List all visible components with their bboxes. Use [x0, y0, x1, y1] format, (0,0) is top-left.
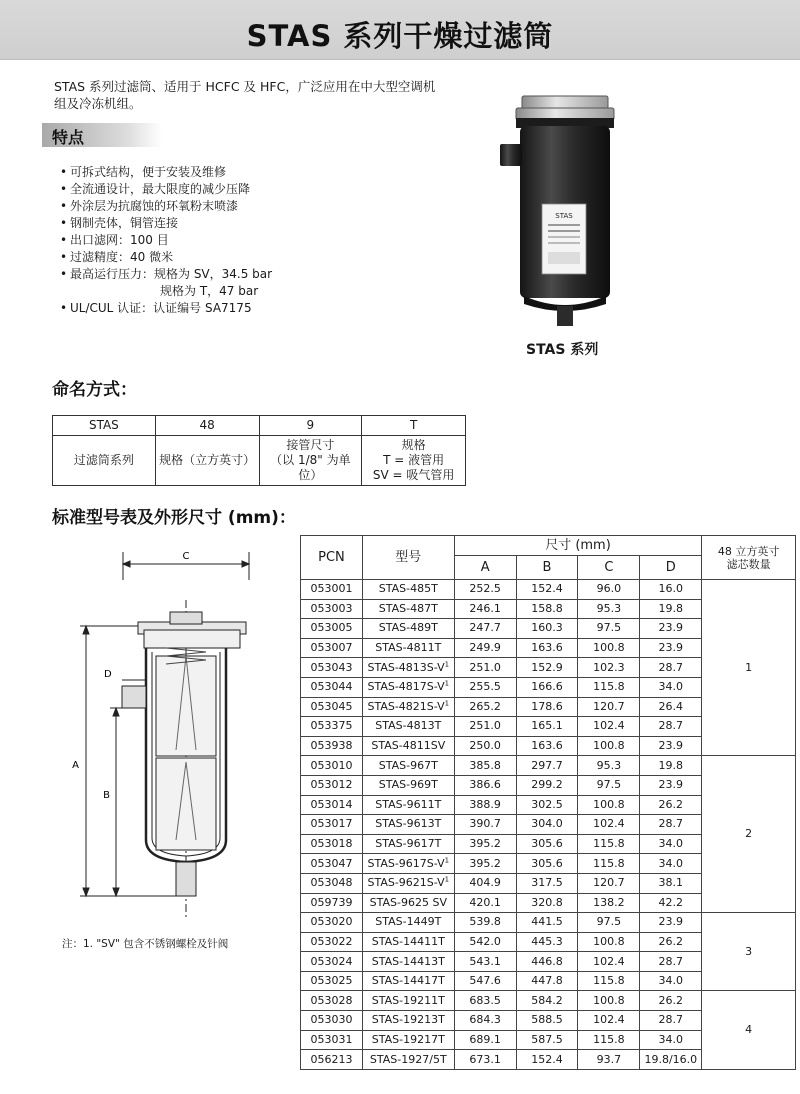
cell-d: 19.8/16.0 — [640, 1050, 702, 1070]
cell-core-count: 4 — [702, 991, 796, 1069]
naming-code-series: STAS — [53, 416, 156, 436]
cell-model: STAS-9617T — [362, 834, 454, 854]
cell-pcn: 059739 — [301, 893, 363, 913]
cell-c: 120.7 — [578, 697, 640, 717]
feature-item: • 全流通设计，最大限度的减少压降 — [60, 181, 272, 198]
footnote-marker: 1 — [444, 679, 450, 688]
naming-desc-type-line: T = 液管用 — [383, 453, 445, 467]
cell-b: 305.6 — [516, 834, 578, 854]
dimension-diagram — [60, 540, 280, 930]
cell-model: STAS-485T — [362, 580, 454, 600]
cell-c: 100.8 — [578, 991, 640, 1011]
cell-model: STAS-4811SV — [362, 736, 454, 756]
cell-c: 96.0 — [578, 580, 640, 600]
naming-code-size: 48 — [155, 416, 259, 436]
cell-c: 95.3 — [578, 756, 640, 776]
col-header-c: C — [578, 556, 640, 580]
page-title: STAS 系列干燥过滤筒 — [246, 19, 554, 53]
cell-d: 19.8 — [640, 756, 702, 776]
cell-model: STAS-9611T — [362, 795, 454, 815]
cell-d: 38.1 — [640, 873, 702, 893]
model-name: STAS-9617S-V — [367, 856, 445, 870]
cell-a: 543.1 — [454, 952, 516, 972]
cell-d: 23.9 — [640, 775, 702, 795]
cell-pcn: 053001 — [301, 580, 363, 600]
cell-b: 299.2 — [516, 775, 578, 795]
cell-b: 178.6 — [516, 697, 578, 717]
cell-pcn: 053938 — [301, 736, 363, 756]
cell-core-count: 2 — [702, 756, 796, 913]
cell-b: 584.2 — [516, 991, 578, 1011]
cell-b: 165.1 — [516, 717, 578, 737]
cell-c: 102.4 — [578, 815, 640, 835]
cell-model — [362, 658, 454, 678]
cell-pcn: 053028 — [301, 991, 363, 1011]
cell-pcn: 053044 — [301, 677, 363, 697]
cell-d: 34.0 — [640, 854, 702, 874]
cell-model: STAS-19213T — [362, 1011, 454, 1031]
cell-b: 446.8 — [516, 952, 578, 972]
cell-model — [362, 873, 454, 893]
cell-b: 304.0 — [516, 815, 578, 835]
footnote-marker: 1 — [444, 660, 450, 669]
footnote-marker: 1 — [444, 699, 450, 708]
cell-c: 115.8 — [578, 1030, 640, 1050]
table-row — [301, 991, 796, 1011]
table-row — [301, 756, 796, 776]
cell-a: 683.5 — [454, 991, 516, 1011]
cell-b: 441.5 — [516, 913, 578, 933]
feature-item: • 最高运行压力：规格为 SV，34.5 bar — [60, 266, 272, 283]
cell-model: STAS-14417T — [362, 971, 454, 991]
cell-c: 93.7 — [578, 1050, 640, 1070]
cell-pcn: 053048 — [301, 873, 363, 893]
cell-b: 317.5 — [516, 873, 578, 893]
cell-pcn: 053020 — [301, 913, 363, 933]
cell-pcn: 053025 — [301, 971, 363, 991]
cell-b: 163.6 — [516, 638, 578, 658]
cell-a: 689.1 — [454, 1030, 516, 1050]
model-name: STAS-4817S-V — [367, 680, 445, 694]
cell-pcn: 053007 — [301, 638, 363, 658]
cell-a: 265.2 — [454, 697, 516, 717]
cell-d: 26.2 — [640, 795, 702, 815]
cell-a: 385.8 — [454, 756, 516, 776]
cell-a: 395.2 — [454, 834, 516, 854]
cell-a: 251.0 — [454, 658, 516, 678]
cell-model: STAS-14411T — [362, 932, 454, 952]
model-name: STAS-4821S-V — [367, 699, 445, 713]
title-bar — [0, 0, 800, 60]
footnote-marker: 1 — [444, 875, 450, 884]
diagram-label-b: B — [103, 790, 110, 801]
table-row — [301, 580, 796, 600]
cell-a: 250.0 — [454, 736, 516, 756]
features-heading — [42, 123, 162, 147]
models-table-body — [301, 580, 796, 1070]
features-heading-text: 特点 — [52, 128, 85, 147]
cell-d: 28.7 — [640, 1011, 702, 1031]
cell-b: 152.4 — [516, 580, 578, 600]
naming-table — [52, 415, 466, 486]
cell-a: 247.7 — [454, 619, 516, 639]
intro-text: STAS 系列过滤筒、适用于 HCFC 及 HFC，广泛应用在中大型空调机组及冷冻机组。 — [54, 79, 436, 111]
col-header-cores — [702, 536, 796, 580]
model-name: STAS-9621S-V — [367, 876, 445, 890]
cell-d: 19.8 — [640, 599, 702, 619]
cell-a: 420.1 — [454, 893, 516, 913]
cell-d: 23.9 — [640, 638, 702, 658]
cell-model: STAS-1927/5T — [362, 1050, 454, 1070]
cell-model: STAS-967T — [362, 756, 454, 776]
footnote-marker: 1 — [444, 855, 450, 864]
cell-d: 42.2 — [640, 893, 702, 913]
cell-pcn: 056213 — [301, 1050, 363, 1070]
feature-item-continued: 规格为 T，47 bar — [160, 284, 259, 298]
naming-desc-conn — [259, 436, 362, 486]
model-name: STAS-4813S-V — [367, 660, 445, 674]
cell-a: 252.5 — [454, 580, 516, 600]
col-header-cores-line: 48 立方英寸 — [717, 544, 780, 558]
cell-c: 97.5 — [578, 913, 640, 933]
cell-core-count: 1 — [702, 580, 796, 756]
cell-c: 115.8 — [578, 834, 640, 854]
cell-c: 102.4 — [578, 717, 640, 737]
cell-pcn: 053017 — [301, 815, 363, 835]
diagram-label-d: D — [104, 669, 112, 680]
cell-d: 26.2 — [640, 932, 702, 952]
naming-desc-type-line: 规格 — [401, 438, 426, 452]
cell-a: 539.8 — [454, 913, 516, 933]
naming-code-conn: 9 — [259, 416, 362, 436]
cell-model: STAS-9625 SV — [362, 893, 454, 913]
cell-b: 160.3 — [516, 619, 578, 639]
cell-pcn: 053005 — [301, 619, 363, 639]
product-caption: STAS 系列 — [526, 342, 599, 358]
naming-code-type: T — [362, 416, 466, 436]
features-list — [60, 164, 272, 317]
cell-model — [362, 854, 454, 874]
cell-d: 34.0 — [640, 834, 702, 854]
naming-desc-conn-line: 接管尺寸 — [286, 438, 335, 452]
cell-model: STAS-19211T — [362, 991, 454, 1011]
cell-pcn: 053018 — [301, 834, 363, 854]
cell-a: 542.0 — [454, 932, 516, 952]
feature-item: • 外涂层为抗腐蚀的环氧粉末喷漆 — [60, 198, 272, 215]
naming-desc-conn-line: （以 1/8" 为单位） — [270, 453, 351, 482]
cell-model: STAS-4813T — [362, 717, 454, 737]
cell-b: 166.6 — [516, 677, 578, 697]
cell-a: 390.7 — [454, 815, 516, 835]
naming-desc-size: 规格（立方英寸） — [155, 436, 259, 486]
naming-desc-type — [362, 436, 466, 486]
cell-d: 28.7 — [640, 952, 702, 972]
col-header-a: A — [454, 556, 516, 580]
col-header-cores-line: 滤芯数量 — [726, 557, 771, 571]
cell-pcn: 053024 — [301, 952, 363, 972]
cell-d: 23.9 — [640, 736, 702, 756]
cell-d: 34.0 — [640, 677, 702, 697]
cell-model: STAS-969T — [362, 775, 454, 795]
cell-b: 163.6 — [516, 736, 578, 756]
col-header-dims: 尺寸 (mm) — [454, 536, 702, 556]
cell-a: 684.3 — [454, 1011, 516, 1031]
cell-a: 386.6 — [454, 775, 516, 795]
cell-c: 102.4 — [578, 952, 640, 972]
cell-pcn: 053043 — [301, 658, 363, 678]
cell-pcn: 053045 — [301, 697, 363, 717]
cell-pcn: 053010 — [301, 756, 363, 776]
footnote: 注：1. "SV" 包含不锈钢螺栓及针阀 — [62, 938, 229, 950]
naming-heading: 命名方式： — [52, 380, 137, 400]
cell-b: 297.7 — [516, 756, 578, 776]
cell-model: STAS-489T — [362, 619, 454, 639]
col-header-pcn: PCN — [301, 536, 363, 580]
feature-item: • UL/CUL 认证：认证编号 SA7175 — [60, 300, 272, 317]
cell-c: 100.8 — [578, 932, 640, 952]
product-label: STAS — [555, 212, 573, 220]
cell-d: 34.0 — [640, 1030, 702, 1050]
cell-pcn: 053003 — [301, 599, 363, 619]
cell-d: 26.4 — [640, 697, 702, 717]
cell-a: 395.2 — [454, 854, 516, 874]
cell-pcn: 053022 — [301, 932, 363, 952]
cell-c: 115.8 — [578, 677, 640, 697]
cell-d: 28.7 — [640, 717, 702, 737]
cell-c: 120.7 — [578, 873, 640, 893]
feature-item: • 可拆式结构，便于安装及维修 — [60, 164, 272, 181]
col-header-d: D — [640, 556, 702, 580]
cell-b: 320.8 — [516, 893, 578, 913]
naming-desc-series: 过滤筒系列 — [53, 436, 156, 486]
feature-item: • 出口滤网：100 目 — [60, 232, 272, 249]
cell-model: STAS-487T — [362, 599, 454, 619]
cell-c: 95.3 — [578, 599, 640, 619]
cell-c: 115.8 — [578, 854, 640, 874]
cell-a: 388.9 — [454, 795, 516, 815]
cell-a: 255.5 — [454, 677, 516, 697]
cell-b: 305.6 — [516, 854, 578, 874]
models-table — [300, 535, 796, 1070]
cell-pcn: 053031 — [301, 1030, 363, 1050]
cell-model: STAS-9613T — [362, 815, 454, 835]
feature-item: • 过滤精度：40 微米 — [60, 249, 272, 266]
models-heading: 标准型号表及外形尺寸 (mm)： — [52, 508, 296, 528]
cell-d: 23.9 — [640, 619, 702, 639]
diagram-label-c: C — [182, 551, 190, 562]
cell-d: 28.7 — [640, 658, 702, 678]
cell-a: 547.6 — [454, 971, 516, 991]
cell-model: STAS-4811T — [362, 638, 454, 658]
cell-d: 26.2 — [640, 991, 702, 1011]
cell-c: 100.8 — [578, 638, 640, 658]
product-image — [496, 92, 626, 330]
cell-b: 445.3 — [516, 932, 578, 952]
diagram-label-a: A — [72, 760, 79, 771]
cell-b: 152.4 — [516, 1050, 578, 1070]
naming-desc-type-line: SV = 吸气管用 — [372, 468, 455, 482]
cell-b: 587.5 — [516, 1030, 578, 1050]
cell-a: 249.9 — [454, 638, 516, 658]
cell-a: 404.9 — [454, 873, 516, 893]
cell-a: 673.1 — [454, 1050, 516, 1070]
cell-d: 34.0 — [640, 971, 702, 991]
cell-c: 102.3 — [578, 658, 640, 678]
cell-d: 28.7 — [640, 815, 702, 835]
feature-item: • 钢制壳体，铜管连接 — [60, 215, 272, 232]
cell-c: 100.8 — [578, 736, 640, 756]
cell-c: 138.2 — [578, 893, 640, 913]
cell-d: 16.0 — [640, 580, 702, 600]
cell-c: 97.5 — [578, 619, 640, 639]
cell-pcn: 053047 — [301, 854, 363, 874]
cell-c: 100.8 — [578, 795, 640, 815]
col-header-model: 型号 — [362, 536, 454, 580]
cell-b: 447.8 — [516, 971, 578, 991]
cell-c: 102.4 — [578, 1011, 640, 1031]
cell-b: 588.5 — [516, 1011, 578, 1031]
cell-pcn: 053012 — [301, 775, 363, 795]
cell-b: 158.8 — [516, 599, 578, 619]
cell-pcn: 053014 — [301, 795, 363, 815]
cell-pcn: 053375 — [301, 717, 363, 737]
cell-a: 251.0 — [454, 717, 516, 737]
col-header-b: B — [516, 556, 578, 580]
cell-model — [362, 697, 454, 717]
cell-model — [362, 677, 454, 697]
table-row — [301, 913, 796, 933]
cell-core-count: 3 — [702, 913, 796, 991]
cell-model: STAS-1449T — [362, 913, 454, 933]
cell-c: 115.8 — [578, 971, 640, 991]
cell-b: 152.9 — [516, 658, 578, 678]
cell-c: 97.5 — [578, 775, 640, 795]
cell-model: STAS-14413T — [362, 952, 454, 972]
cell-pcn: 053030 — [301, 1011, 363, 1031]
cell-b: 302.5 — [516, 795, 578, 815]
cell-model: STAS-19217T — [362, 1030, 454, 1050]
cell-a: 246.1 — [454, 599, 516, 619]
cell-d: 23.9 — [640, 913, 702, 933]
